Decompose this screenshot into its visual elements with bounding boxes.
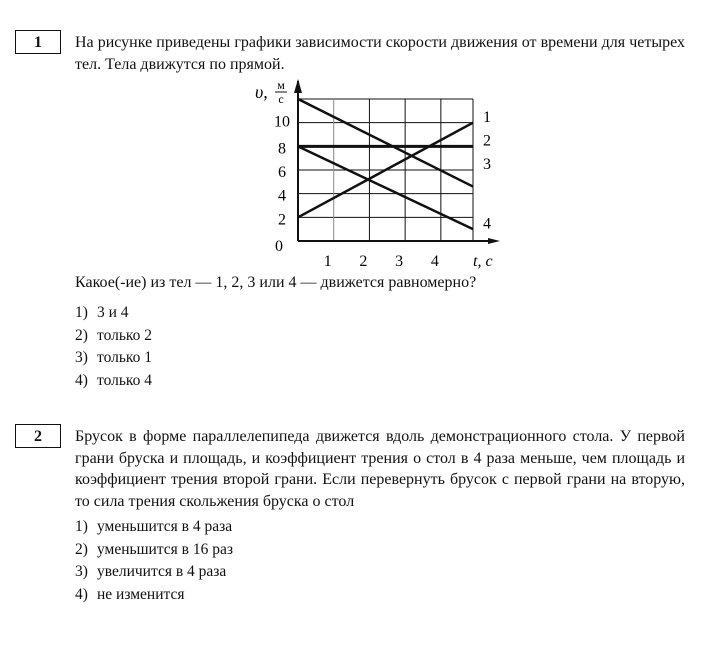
option-text: только 2 bbox=[97, 326, 153, 344]
option-text: только 1 bbox=[97, 349, 153, 366]
option[interactable] bbox=[75, 584, 233, 607]
y-tick-label: 10 bbox=[274, 113, 290, 131]
x-tick-label: 4 bbox=[430, 253, 439, 270]
option-number: 4) bbox=[75, 585, 88, 603]
option-number: 3) bbox=[75, 349, 88, 366]
series-label-4: 4 bbox=[483, 215, 491, 233]
y-axis-label: υ, bbox=[255, 82, 268, 102]
option-text: увеличится в 4 раза bbox=[97, 563, 227, 580]
question-2-options bbox=[75, 516, 233, 606]
series-line-4 bbox=[298, 146, 473, 229]
x-axis-arrow bbox=[488, 238, 500, 244]
option[interactable] bbox=[75, 302, 152, 325]
series-label-3: 3 bbox=[483, 156, 491, 174]
question-1-options bbox=[75, 302, 152, 392]
option-number: 2) bbox=[75, 326, 88, 344]
velocity-time-chart bbox=[250, 75, 510, 275]
option[interactable] bbox=[75, 347, 152, 370]
x-axis-label: t, с bbox=[473, 253, 493, 270]
series-label-1: 1 bbox=[483, 108, 491, 126]
y-unit-numerator: м bbox=[277, 78, 285, 92]
x-tick-label: 1 bbox=[323, 253, 332, 270]
y-unit-denominator: с bbox=[278, 92, 284, 106]
option-number: 1) bbox=[75, 304, 88, 321]
option-text: только 4 bbox=[97, 371, 153, 389]
option[interactable] bbox=[75, 370, 152, 393]
x-tick-label: 2 bbox=[359, 253, 368, 270]
x-tick-label: 3 bbox=[395, 253, 404, 270]
option-number: 4) bbox=[75, 371, 88, 389]
y-axis-arrow bbox=[294, 79, 302, 93]
series-label-2: 2 bbox=[483, 132, 491, 150]
option[interactable] bbox=[75, 539, 233, 562]
y-tick-label: 6 bbox=[278, 164, 286, 181]
option-text: не изменится bbox=[97, 585, 185, 603]
option-text: уменьшится в 4 раза bbox=[97, 518, 233, 535]
series-line-3 bbox=[298, 99, 473, 187]
option-text: уменьшится в 16 раз bbox=[97, 540, 233, 558]
option[interactable] bbox=[75, 516, 233, 539]
question-1-text: На рисунке приведены графики зависимости скорости движения от времени для четырех тел. Тела движутся по прямой. bbox=[75, 34, 685, 73]
option-number: 2) bbox=[75, 540, 88, 558]
origin-label: 0 bbox=[275, 238, 283, 255]
y-tick-label: 2 bbox=[278, 211, 286, 229]
y-tick-label: 8 bbox=[278, 140, 286, 158]
question-number-2: 2 bbox=[15, 424, 61, 448]
option[interactable] bbox=[75, 325, 152, 348]
question-1-ask: Какое(-ие) из тел — 1, 2, 3 или 4 — движется равномерно? bbox=[75, 274, 477, 291]
option-number: 1) bbox=[75, 518, 88, 535]
option-text: 3 и 4 bbox=[97, 304, 129, 321]
option-number: 3) bbox=[75, 563, 88, 580]
y-tick-label: 4 bbox=[278, 187, 286, 205]
question-number-1: 1 bbox=[15, 30, 61, 54]
option[interactable] bbox=[75, 561, 233, 584]
question-2-text: Брусок в форме параллелепипеда движется вдоль демонстрационного стола. У первой грани бруска и площадь, и коэффициент трения о стол в 4 раза меньше, чем площадь и коэффициент трения второй грани. Если перевернуть брусок с первой грани на вторую, то сила трения скольжения бруска о стол bbox=[75, 428, 685, 510]
